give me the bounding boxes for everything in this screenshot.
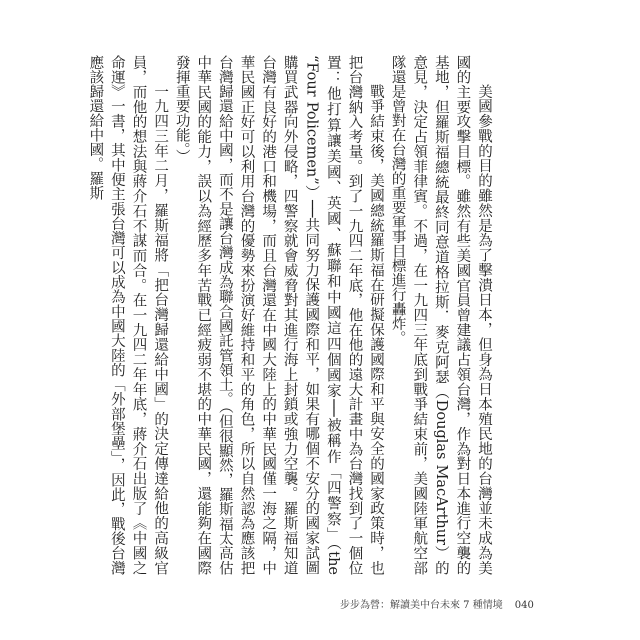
page-number: 040 (514, 600, 534, 611)
running-title: 步步為營：解讀美中台未來 7 種情境 (340, 600, 503, 611)
page-footer (340, 596, 534, 611)
paragraph-2: 戰爭結束後，美國總統羅斯福在研擬保護國際和平與安全的國家政策時，也把台灣納入考量。到了一九四二年底，他在他的遠大計畫中為台灣找到了一個位置：他打算讓美國、英國、蘇聯和中國這四個國家──被稱作「四警察」（the “Four Policemen”）──共同努力保護國際和平，如果有哪個不安分的國家試圖購買武器向外侵略，四警察就會威脅對其進行海上封鎖或強力空襲。羅斯福知道台灣有良好的港口和機場，而且台灣還在中國大陸上的中華民國僅一海之隔，中華民國正好可以利用台灣的優勢來扮演好維持和平的角色，所以自然認為應該把台灣歸還給中國，而不是讓台灣成為聯合國託管領土。（但很顯然，羅斯福太高估中華民國的能力，誤以為經歷多年苦戰已經疲弱不堪的中華民國，還能夠在國際發揮重要功能。） (173, 55, 385, 575)
body-text (87, 55, 494, 575)
paragraph-3: 一九四三年二月，羅斯福將「把台灣歸還給中國」的決定傳達給他的高級官員，而他的想法與蔣介石不謀而合。在一九四二年年底，蔣介石出版了《中國之命運》一書，其中便主張台灣可以成為中國大陸的「外部堡壘」，因此，戰後台灣應該歸還給中國。羅斯 (87, 55, 169, 575)
paragraph-1: 美國參戰的目的雖然是為了擊潰日本，但身為日本殖民地的台灣並未成為美國的主要攻擊目標。雖然有些美國官員曾建議占領台灣，作為對日本進行空襲的基地，但羅斯福總統最終同意道格拉斯．麥克阿瑟（Douglas MacArthur）的意見，決定占領菲律賓。不過，在一九四三年底到戰爭結束前，美國陸軍航空部隊還是曾對在台灣的重要軍事目標進行轟炸。 (389, 55, 492, 575)
